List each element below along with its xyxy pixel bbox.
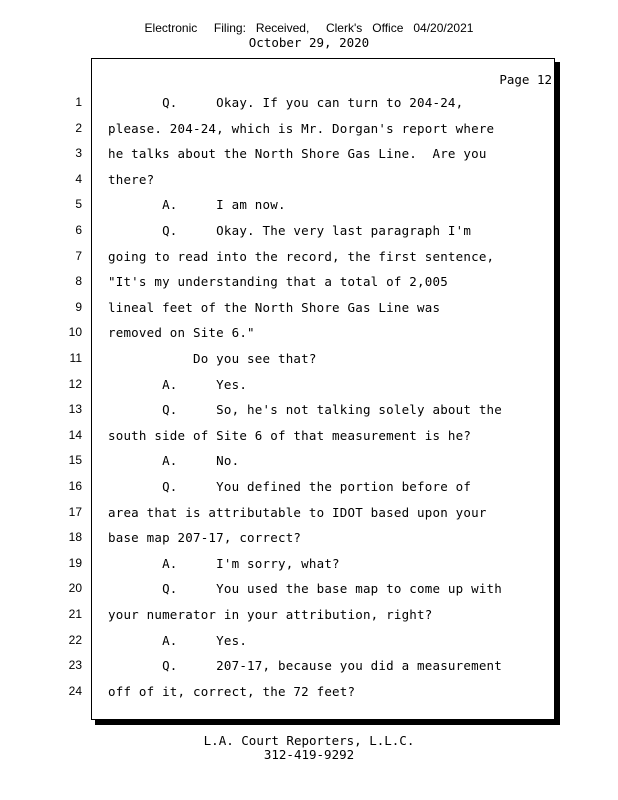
line-text: Q. 207-17, because you did a measurement: [108, 658, 503, 674]
line-text: area that is attributable to IDOT based upon your: [108, 504, 487, 520]
line-number: 16: [68, 479, 82, 493]
line-number: 12: [68, 376, 82, 391]
line-text: A. No.: [108, 453, 240, 469]
line-number: 22: [68, 632, 82, 647]
line-text: there?: [108, 171, 155, 187]
line-number: 20: [68, 581, 82, 596]
footer-company: L.A. Court Reporters, L.L.C.: [203, 733, 415, 748]
line-number: 13: [68, 402, 82, 417]
page-number: Page 12: [499, 72, 552, 87]
line-number: 21: [68, 607, 82, 621]
line-number: 19: [68, 555, 82, 570]
line-text: A. Yes.: [108, 632, 248, 648]
line-number: 7: [75, 248, 82, 263]
line-text: Q. You used the base map to come up with: [108, 581, 503, 597]
line-number: 5: [75, 197, 82, 212]
line-text: Do you see that?: [108, 351, 317, 366]
line-number: 9: [75, 299, 82, 314]
line-text: he talks about the North Shore Gas Line. Are you: [108, 146, 487, 162]
line-text: A. I'm sorry, what?: [108, 555, 340, 571]
line-text: south side of Site 6 of that measurement is he?: [108, 427, 472, 443]
line-number: 6: [75, 223, 82, 237]
line-number: 1: [75, 95, 82, 109]
transcript-date: October 29, 2020: [248, 35, 370, 50]
line-number: 11: [69, 351, 82, 365]
line-text: A. I am now.: [108, 197, 286, 213]
line-text: off of it, correct, the 72 feet?: [108, 683, 356, 699]
line-text: removed on Site 6.": [108, 325, 255, 341]
line-number: 10: [68, 325, 82, 340]
filing-stamp: Electronic Filing: Received, Clerk's Office 04/20/2021: [144, 21, 474, 35]
line-number: 17: [68, 504, 82, 519]
line-number: 4: [75, 171, 82, 186]
footer-phone: 312-419-9292: [263, 747, 355, 762]
line-text: please. 204-24, which is Mr. Dorgan's report where: [108, 120, 495, 136]
line-number: 15: [68, 453, 82, 468]
line-text: A. Yes.: [108, 376, 248, 392]
line-text: Q. Okay. The very last paragraph I'm: [108, 223, 472, 238]
line-text: lineal feet of the North Shore Gas Line was: [108, 299, 441, 315]
line-text: Q. You defined the portion before of: [108, 479, 472, 494]
line-text: going to read into the record, the first sentence,: [108, 248, 495, 264]
line-text: base map 207-17, correct?: [108, 530, 302, 546]
line-number: 3: [75, 146, 82, 161]
line-number: 24: [68, 683, 82, 698]
line-number: 23: [68, 658, 82, 673]
line-number: 18: [68, 530, 82, 545]
line-text: Q. Okay. If you can turn to 204-24,: [108, 95, 464, 110]
line-number: 8: [75, 274, 82, 289]
line-text: your numerator in your attribution, right?: [108, 607, 433, 622]
line-text: "It's my understanding that a total of 2,005: [108, 274, 448, 290]
line-text: Q. So, he's not talking solely about the: [108, 402, 503, 418]
line-number: 14: [68, 427, 82, 442]
line-number: 2: [75, 120, 82, 135]
